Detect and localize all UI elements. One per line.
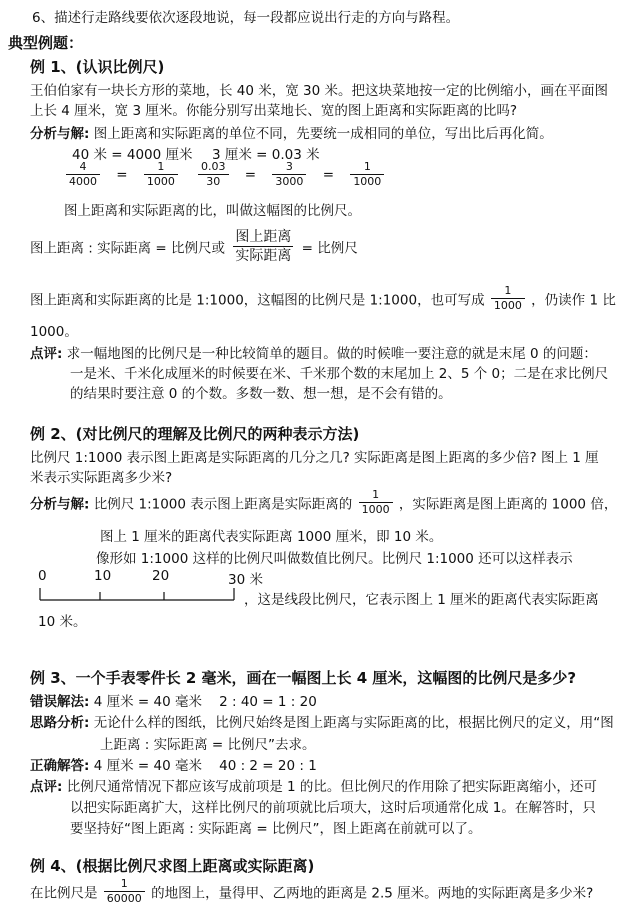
- scale-tick-label: 0: [38, 568, 47, 584]
- fraction: $\frac{1}{1000}$: [359, 488, 393, 517]
- ex1-conversion-2: 3 厘米 = 0.03 米: [212, 147, 320, 163]
- fraction: $\frac{1}{1000}$: [144, 160, 178, 189]
- scale-text: 图上距离和实际距离的比是 1:1000，这幅图的比例尺是 1:1000，也可写成: [30, 292, 485, 309]
- ex2-analysis-1: [30, 488, 617, 517]
- equals-sign: =: [322, 166, 335, 183]
- scale-text: ，仍读作 1 比: [531, 292, 616, 309]
- ex4-title: 例 4、(根据比例尺求图上距离或实际距离): [30, 857, 315, 875]
- intro-text: 6、描述行走路线要依次逐段地说，每一段都应说出行走的方向与路程。: [32, 10, 460, 26]
- analysis-text: 比例尺 1:1000 表示图上距离是实际距离的: [93, 496, 353, 513]
- ex1-analysis-label: 分析与解:: [30, 126, 90, 142]
- problem-text: 在比例尺是: [30, 885, 98, 902]
- ex2-problem-1: 比例尺 1:1000 表示图上距离是实际距离的几分之几? 实际距离是图上距离的多少倍? 图上 1 厘: [30, 450, 599, 466]
- right-text: 4 厘米 = 40 毫米 40 : 2 = 20 : 1: [93, 758, 317, 774]
- ex1-formula: [30, 228, 358, 265]
- scale-tick-label: 10: [94, 568, 112, 584]
- right-label: 正确解答:: [30, 758, 90, 774]
- scale-tick-label: 30 米: [228, 572, 263, 588]
- fraction: $\frac{0.03}{30}$: [198, 160, 229, 189]
- think-text: 无论什么样的图纸，比例尺始终是图上距离与实际距离的比，根据比例尺的定义，用“图: [93, 715, 614, 731]
- problem-text: 的地图上，量得甲、乙两地的距离是 2.5 厘米。两地的实际距离是多少米?: [151, 885, 594, 902]
- ex1-ratio-note: 图上距离和实际距离的比，叫做这幅图的比例尺。: [64, 203, 361, 219]
- ex2-analysis-3: 像形如 1:1000 这样的比例尺叫做数值比例尺。比例尺 1:1000 还可以这样表示: [96, 551, 573, 567]
- comment-text: 求一幅地图的比例尺是一种比较简单的题目。做的时候唯一要注意的就是末尾 0 的问题：: [66, 346, 597, 362]
- ex3-right: [30, 754, 317, 774]
- fraction: $\frac{3}{3000}$: [272, 160, 306, 189]
- ex1-title: 例 1、(认识比例尺): [30, 58, 165, 76]
- ex3-comment-2: 以把实际距离扩大，这样比例尺的前项就比后项大，这时后项通常化成 1。在解答时，只: [70, 800, 596, 816]
- ex1-comment-2: 一是米、千米化成厘米的时候要在米、千米那个数的末尾加上 2、5 个 0；二是在求比例尺: [70, 366, 609, 382]
- scale-tick-label: 20: [152, 568, 170, 584]
- fraction: $\frac{1}{60000}$: [104, 877, 145, 906]
- analysis-label: 分析与解:: [30, 496, 90, 513]
- ex1-problem-1: 王伯伯家有一块长方形的菜地，长 40 米，宽 30 米。把这块菜地按一定的比例缩小，画在平面图: [30, 83, 609, 99]
- ex1-fraction-row-1: [64, 160, 180, 189]
- ex2-problem-2: 米表示实际距离多少米?: [30, 470, 173, 486]
- ex1-comment-3: 的结果时要注意 0 的个数。多数一数、想一想，是不会有错的。: [70, 386, 452, 402]
- ex1-scale-line-end: 1000。: [30, 324, 78, 340]
- comment-label: 点评:: [30, 346, 63, 362]
- ex3-comment-3: 要坚持好“图上距离 : 实际距离 = 比例尺”，图上距离在前就可以了。: [70, 821, 482, 837]
- analysis-text: ，实际距离是图上距离的 1000 倍，: [398, 496, 618, 513]
- ex1-scale-line: [30, 284, 616, 313]
- ex1-comment-1: [30, 342, 597, 362]
- comment-label: 点评:: [30, 779, 63, 795]
- wrong-label: 错误解法:: [30, 694, 90, 710]
- section-title: 典型例题：: [8, 34, 84, 52]
- formula-right: = 比例尺: [301, 240, 358, 257]
- fraction: $\frac{1}{1000}$: [491, 284, 525, 313]
- wrong-text: 4 厘米 = 40 毫米 2 : 40 = 1 : 20: [93, 694, 317, 710]
- ex2-analysis-2: 图上 1 厘米的距离代表实际距离 1000 厘米，即 10 米。: [100, 529, 443, 545]
- ex1-conversion-1: 40 米 = 4000 厘米: [72, 147, 193, 163]
- comment-text: 比例尺通常情况下都应该写成前项是 1 的比。但比例尺的作用除了把实际距离缩小，还可: [66, 779, 597, 795]
- ex3-comment-1: [30, 775, 597, 795]
- ex3-think-1: [30, 711, 614, 731]
- ex2-line-text: ，这是线段比例尺，它表示图上 1 厘米的距离代表实际距离: [244, 592, 599, 608]
- formula-fraction: 图上距离 实际距离: [235, 229, 292, 264]
- equals-sign: =: [244, 166, 257, 183]
- ex4-problem: [30, 877, 593, 906]
- ex3-wrong: [30, 690, 317, 710]
- fraction: $\frac{1}{1000}$: [350, 160, 384, 189]
- ex3-think-2: 上距离 : 实际距离 = 比例尺”去求。: [100, 737, 316, 753]
- equals-sign: =: [116, 166, 128, 183]
- ex1-problem-2: 上长 4 厘米，宽 3 厘米。你能分别写出菜地长、宽的图上距离和实际距离的比吗?: [30, 103, 518, 119]
- formula-left: 图上距离 : 实际距离 = 比例尺或: [30, 240, 226, 257]
- ex2-line-text-2: 10 米。: [38, 614, 87, 630]
- ex2-title: 例 2、(对比例尺的理解及比例尺的两种表示方法): [30, 425, 360, 443]
- think-label: 思路分析:: [30, 715, 90, 731]
- line-scale: [38, 586, 238, 602]
- ex1-analysis: [30, 122, 553, 142]
- ex1-analysis-text: 图上距离和实际距离的单位不同，先要统一成相同的单位，写出比后再化简。: [93, 126, 553, 142]
- ex3-title: 例 3、一个手表零件长 2 毫米，画在一幅图上长 4 厘米，这幅图的比例尺是多少?: [30, 669, 577, 687]
- ex1-fraction-row-2: [196, 160, 386, 189]
- fraction: $\frac{4}{4000}$: [66, 160, 100, 189]
